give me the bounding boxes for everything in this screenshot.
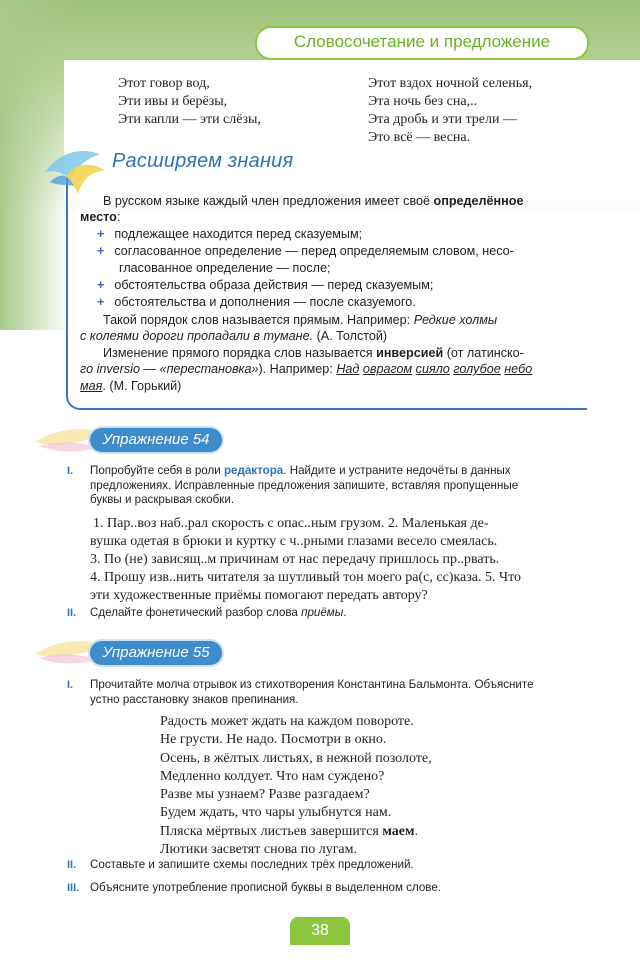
- knowledge-intro-2: место:: [80, 210, 121, 224]
- bullet-item: + обстоятельства и дополнения — после сказуемого.: [97, 295, 416, 309]
- direct-order-2: с колеями дороги пропадали в тумане. (А. Толстой): [80, 329, 388, 343]
- inversion: Изменение прямого порядка слов называется инверсией (от латинско-: [103, 346, 524, 360]
- balmont-poem: Радость может ждать на каждом повороте. Не грусти. Не надо. Посмотри в окно. Осень, в жёлтых листьях, в нежной позолоте, Медленно колдует. Что нам суждено? Разве мы узнаем? Разве разгадаем? Будем ждать, что чары улыбнутся нам. Пляска мёртвых листьев завершится маем. Лютики засветят снова по лугам.: [160, 714, 432, 858]
- knowledge-title: Расширяем знания: [112, 150, 294, 172]
- ex55-task3: Объясните употребление прописной буквы в выделенном слове.: [90, 881, 441, 894]
- bullet-item: + обстоятельства образа действия — перед сказуемым;: [97, 278, 434, 292]
- bird-icon: [40, 142, 110, 202]
- task-number: I.: [67, 679, 74, 691]
- bullet-item-cont: гласованное определение — после;: [119, 261, 331, 275]
- plus-icon: +: [97, 295, 105, 309]
- inversion-3: мая. (М. Горький): [80, 379, 182, 393]
- plus-icon: +: [97, 244, 105, 258]
- task-number: II.: [67, 859, 77, 871]
- direct-order: Такой порядок слов называется прямым. Например: Редкие холмы: [103, 313, 498, 327]
- task-number: II.: [67, 607, 77, 619]
- ex54-task2: Сделайте фонетический разбор слова приёмы.: [90, 606, 347, 619]
- bullet-item: + подлежащее находится перед сказуемым;: [97, 227, 363, 241]
- plus-icon: +: [97, 227, 105, 241]
- knowledge-intro: В русском языке каждый член предложения имеет своё определённое: [103, 194, 524, 208]
- bullet-item: + согласованное определение — перед определяемым словом, несо-: [97, 244, 514, 258]
- page-number: 38: [290, 917, 350, 945]
- chapter-title: Словосочетание и предложение: [255, 26, 589, 60]
- ex55-task2: Составьте и запишите схемы последних трёх предложений.: [90, 858, 414, 871]
- task-number: III.: [67, 882, 80, 894]
- inversion-2: го inversio — «перестановка»). Например: Над оврагом сияло голубое небо: [80, 362, 533, 376]
- exercise-55-label: Упражнение 55: [90, 641, 222, 665]
- poem-top-right: Этот вздох ночной селенья, Эта ночь без сна,.. Эта дробь и эти трели — Это всё — весна.: [368, 76, 533, 145]
- ex55-task1: Прочитайте молча отрывок из стихотворения Константина Бальмонта. Объясните устно расстановку знаков препинания.: [90, 678, 534, 706]
- plus-icon: +: [97, 278, 105, 292]
- ex54-task1: Попробуйте себя в роли редактора. Найдите и устраните недочёты в данных предложениях. Исправленные предложения запишите, вставляя пропущенные буквы и раскрывая скобки.: [90, 464, 519, 506]
- ex54-text: 1. Пар..воз наб..рал скорость с опас..ным грузом. 2. Маленькая де- вушка одетая в брюки и куртку с ч..рными глазами весело смеялась. 3. По (не) зависящ..м причинам от нас передачу пришлось пр..рвать. 4. Прошу изв..нить читателя за шутливый тон моего ра(с, сс)каза. 5. Что эти художественные приёмы помогают передать автору?: [90, 516, 522, 603]
- exercise-54-label: Упражнение 54: [90, 428, 222, 452]
- poem-top-left: Этот говор вод, Эти ивы и берёзы, Эти капли — эти слёзы,: [118, 76, 261, 127]
- task-number: I.: [67, 465, 74, 477]
